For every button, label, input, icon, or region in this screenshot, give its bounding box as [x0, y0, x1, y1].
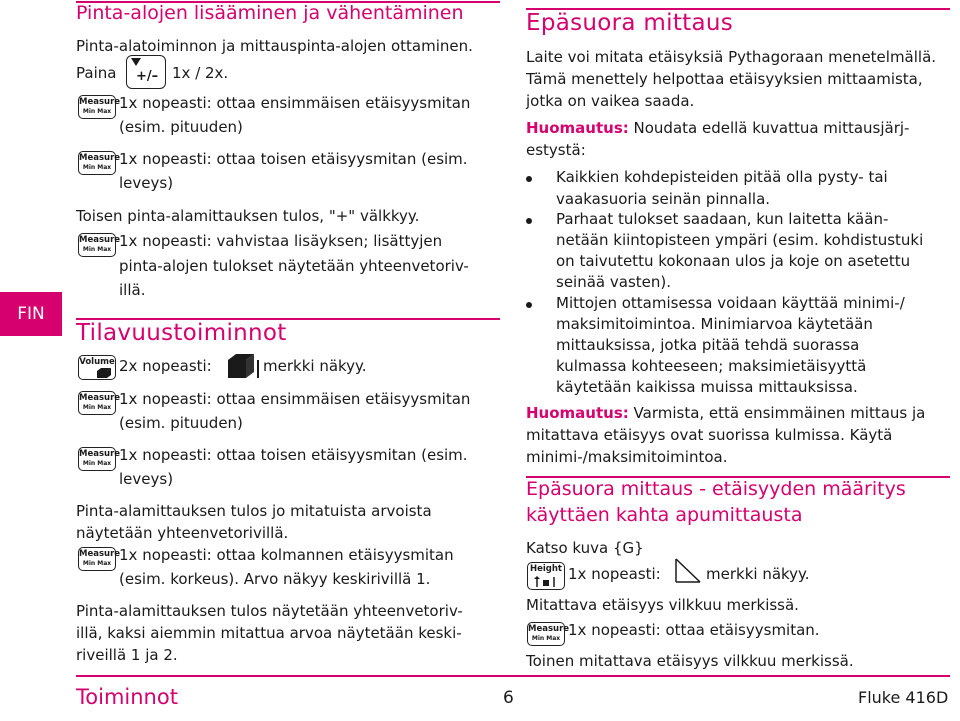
- bullet3-line3: mittauksissa, jotka pitää tehdä suorassa: [556, 336, 860, 354]
- height-key: [527, 562, 565, 590]
- measure-key-label: Measure: [79, 97, 121, 107]
- bullet3-line2: maksimitoimintoa. Minimiarvoa käytetään: [556, 315, 873, 333]
- note2-text: Varmista, että ensimmäinen mittaus ja: [633, 404, 926, 422]
- volume-key: [78, 355, 116, 380]
- measure-key: [78, 95, 121, 119]
- volume-key-label: Volume: [79, 357, 115, 367]
- measure-key: [78, 547, 121, 571]
- blink-text: Toisen pinta-alamittauksen tulos, "+" välkkyy.: [76, 207, 420, 225]
- minmax-key-label: Min Max: [82, 460, 112, 467]
- bullet2-line1: Parhaat tulokset saadaan, kun laitetta kään-: [556, 210, 889, 228]
- step3-line1: 1x nopeasti: vahvistaa lisäyksen; lisättyjen: [119, 232, 443, 250]
- minmax-key-label: Min Max: [82, 560, 112, 567]
- note1-text: Noudata edellä kuvattua mittausjärj-: [633, 119, 910, 137]
- page-number: 6: [503, 688, 514, 708]
- height-suffix: merkki näkyy.: [706, 565, 810, 583]
- final-line3: riveillä 1 ja 2.: [76, 646, 178, 664]
- measure-key-label: Measure: [79, 393, 121, 403]
- step1-line1: 1x nopeasti: ottaa ensimmäisen etäisyysmitan: [119, 94, 471, 112]
- bullet-icon: [526, 218, 532, 224]
- see-figure-text: Katso kuva {G}: [526, 539, 644, 557]
- measure-key-label: Measure: [79, 235, 121, 245]
- paina-label: Paina: [76, 64, 117, 82]
- product-name: Fluke 416D: [858, 688, 949, 707]
- bullet-icon: [526, 302, 532, 308]
- bullet-icon: [526, 176, 532, 182]
- note2-line2: mitattava etäisyys ovat suorissa kulmissa. Käytä: [526, 426, 893, 444]
- step1-line2: (esim. pituuden): [119, 118, 243, 136]
- note2-line3: minimi-/maksimitoimintoa.: [526, 448, 728, 466]
- vresult-line2: näytetään yhteenvetorivillä.: [76, 524, 289, 542]
- p1-line2: Tämä menettely helpottaa etäisyyksien mittaamista,: [526, 70, 923, 88]
- measure-key: [527, 622, 570, 646]
- step3-line2: pinta-alojen tulokset näytetään yhteenvetoriv-: [119, 257, 469, 275]
- bullet3-line4: kulmassa kohteeseen; maksimietäisyyttä: [556, 357, 867, 375]
- heading-two-aux-line1: Epäsuora mittaus - etäisyyden määritys: [526, 478, 906, 500]
- note1-line2: estystä:: [526, 141, 586, 159]
- measure-key-label: Measure: [528, 624, 570, 634]
- p1-line1: Laite voi mitata etäisyksiä Pythagoraan menetelmällä.: [526, 48, 937, 66]
- p1-line3: jotka on vaikea saada.: [526, 92, 695, 110]
- vstep3-line1: 1x nopeasti: ottaa kolmannen etäisyysmitan: [119, 546, 454, 564]
- bullet2-line2: netään kiintopisteen ympäri (esim. kohdistustuki: [556, 231, 924, 249]
- bullet1-line1: Kaikkien kohdepisteiden pitää olla pysty- tai: [556, 168, 888, 186]
- bullet2-line4: seinää vasten).: [556, 273, 671, 291]
- plus-minus-key: [126, 55, 166, 89]
- blink1-text: Mitattava etäisyys vilkkuu merkissä.: [526, 596, 799, 614]
- heading-area-add-subtract: Pinta-alojen lisääminen ja vähentäminen: [76, 2, 464, 24]
- measure-key-label: Measure: [79, 549, 121, 559]
- note2-line1: [526, 402, 925, 424]
- minmax-key-label: Min Max: [82, 404, 112, 411]
- measure-key-label: Measure: [79, 449, 121, 459]
- height-arrows-icon: [534, 576, 558, 588]
- vstep1-line1: 1x nopeasti: ottaa ensimmäisen etäisyysmitan: [119, 390, 471, 408]
- note2-label: Huomautus:: [526, 404, 629, 422]
- measure-key: [78, 447, 121, 471]
- heading-volume-functions: Tilavuustoiminnot: [76, 320, 287, 346]
- bullet2-line3: on taivutettu kokonaan ulos ja koje on asetettu: [556, 252, 911, 270]
- minmax-key-label: Min Max: [82, 108, 112, 115]
- vstep2-line2: leveys): [119, 470, 174, 488]
- vstep1-line2: (esim. pituuden): [119, 414, 243, 432]
- minmax-key-label: Min Max: [82, 246, 112, 253]
- step2-line2: leveys): [119, 174, 174, 192]
- blink2-text: Toinen mitattava etäisyys vilkkuu merkissä.: [526, 652, 854, 670]
- height-prefix: 1x nopeasti:: [568, 565, 661, 583]
- volume-symbol-icon: [226, 352, 260, 380]
- volume-suffix: merkki näkyy.: [263, 357, 367, 375]
- paina-suffix: 1x / 2x.: [172, 64, 229, 82]
- final-line2: illä, kaksi aiemmin mitattua arvoa näytetään keski-: [76, 624, 462, 642]
- vstep3-line2: (esim. korkeus). Arvo näkyy keskirivillä 1.: [119, 570, 431, 588]
- bullet3-line1: Mittojen ottamisessa voidaan käyttää minimi-/: [556, 294, 905, 312]
- plus-minus-label: +/–: [136, 69, 159, 84]
- heading-two-aux-line2: käyttäen kahta apumittausta: [526, 504, 803, 526]
- bullet3-line5: käytetään kaikissa muissa mittauksissa.: [556, 378, 858, 396]
- step2-line1: 1x nopeasti: ottaa toisen etäisyysmitan (esim.: [119, 150, 468, 168]
- footer-section: Toiminnot: [76, 685, 178, 709]
- language-tab: FIN: [0, 292, 62, 336]
- measure-key: [78, 233, 121, 257]
- vresult-line1: Pinta-alamittauksen tulos jo mitatuista arvoista: [76, 502, 432, 520]
- note1-label: Huomautus:: [526, 119, 629, 137]
- minmax-key-label: Min Max: [82, 164, 112, 171]
- heading-indirect-measurement: Epäsuora mittaus: [526, 10, 734, 36]
- volume-prefix: 2x nopeasti:: [119, 357, 212, 375]
- bullet1-line2: vaakasuoria seinän pinnalla.: [556, 190, 771, 208]
- triangle-down-icon: [131, 58, 141, 66]
- measure-key-label: Measure: [79, 153, 121, 163]
- triangle-indirect-icon: [672, 556, 702, 584]
- vstep2-line1: 1x nopeasti: ottaa toisen etäisyysmitan (esim.: [119, 446, 468, 464]
- minmax-key-label: Min Max: [531, 635, 561, 642]
- footer-rule: [76, 675, 950, 677]
- measure-step-text: 1x nopeasti: ottaa etäisyysmitan.: [568, 621, 820, 639]
- step3-line3: illä.: [119, 281, 146, 299]
- measure-key: [78, 151, 121, 175]
- intro-text: Pinta-alatoiminnon ja mittauspinta-alojen ottaminen.: [76, 37, 473, 55]
- final-line1: Pinta-alamittauksen tulos näytetään yhteenvetoriv-: [76, 602, 463, 620]
- measure-key: [78, 391, 121, 415]
- height-key-label: Height: [530, 564, 562, 574]
- cube-icon: [95, 368, 111, 378]
- note1-line1: [526, 117, 909, 139]
